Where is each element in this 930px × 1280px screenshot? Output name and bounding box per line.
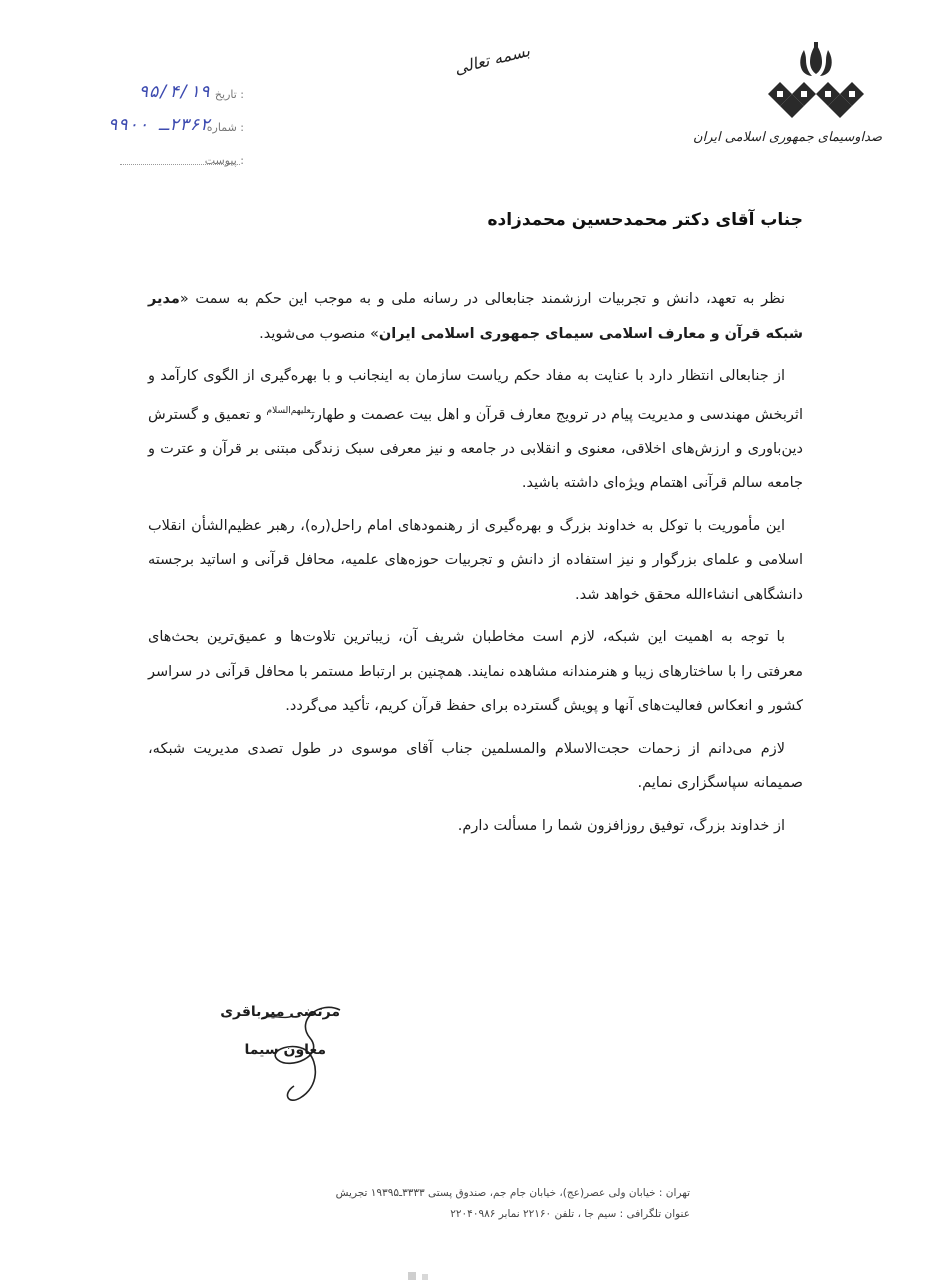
letter-body — [148, 282, 803, 851]
irib-logo — [693, 42, 882, 152]
attachment-dots — [120, 164, 240, 165]
signatory-name: مرتضی میرباقری — [220, 1004, 340, 1020]
date-value: ۹۵/۴/۱۹ — [138, 82, 210, 102]
letterhead-footer — [280, 1183, 690, 1225]
bismillah-text: بسمه تعالی — [452, 40, 532, 79]
footer-address: تهران : خیابان ولی عصر(عج)، خیابان جام جم، صندوق پستی ۳۳۳۳ـ۱۹۳۹۵ تجریش — [335, 1187, 690, 1199]
recipient: جناب آقای دکتر محمدحسین محمدزاده — [487, 210, 803, 230]
paragraph-6: از خداوند بزرگ، توفیق روزافزون شما را مسألت دارم. — [457, 817, 785, 834]
paragraph-3: این مأموریت با توکل به خداوند بزرگ و بهره‌گیری از رهنمودهای امام راحل(ره)، رهبر عظیم‌الشأن انقلاب اسلامی و علمای بزرگوار و نیز استفاده از دانش و تجربیات حوزه‌های علمیه، محافل قرآنی و اساتید برجسته دانشگاهی انشاءالله محقق خواهد شد. — [148, 517, 803, 603]
p2-end: و تعمیق و گسترش دین‌باوری و ارزش‌های اخلاقی، معنوی و انقلابی در جامعه و نیز معرفی سبک زندگی مبتنی بر قرآن و عترت و جامعه سالم قرآنی اهتمام ویژه‌ای داشته باشید. — [148, 406, 803, 492]
number-row — [70, 115, 330, 148]
letter-meta — [70, 82, 330, 181]
org-name: صداوسیمای جمهوری اسلامی ایران — [693, 130, 882, 145]
date-row — [70, 82, 330, 115]
paragraph-4: با توجه به اهمیت این شبکه، لازم است مخاطبان شریف آن، زیباترین تلاوت‌ها و عمیق‌ترین بحث‌های معرفتی را با ساختارهای زیبا و هنرمندانه مشاهده نمایند. همچنین بر ارتباط مستمر با محافل قرآنی در سراسر کشور و انعکاس فعالیت‌های آنها و پویش گسترده برای حفظ قرآن کریم، تأکید می‌گردد. — [148, 629, 803, 715]
number-value: ۲۳۶۲ـ ۹۹۰۰ — [107, 115, 210, 135]
number-label: : شماره — [206, 121, 244, 134]
date-label: : تاریخ — [214, 88, 244, 101]
irib-emblem-icon — [766, 42, 866, 124]
paragraph-2 — [148, 359, 803, 501]
signatory-title: معاون سیما — [244, 1042, 326, 1058]
p1-position-title: مدیر شبکه قرآن و معارف اسلامی سیمای جمهوری اسلامی ایران — [148, 291, 803, 342]
attachment-row — [70, 148, 330, 181]
p1-start: نظر به تعهد، دانش و تجربیات ارزشمند جنابعالی در رسانه ملی و به موجب این حکم به سمت « — [179, 291, 785, 307]
scan-artifact-icon — [404, 1268, 444, 1280]
footer-contact: عنوان تلگرافی : سیم جا ، تلفن ۲۲۱۶۰ نمابر ۲۲۰۴۰۹۸۶ — [450, 1208, 690, 1220]
paragraph-1 — [148, 282, 803, 351]
paragraph-5: لازم می‌دانم از زحمات حجت‌الاسلام والمسلمین جناب آقای موسوی در طول تصدی مدیریت شبکه، صمیمانه سپاسگزاری نمایم. — [148, 740, 803, 792]
p2-start: از جنابعالی انتظار دارد با عنایت به مفاد حکم ریاست سازمان به اینجانب و با بهره‌گیری از الگوی کارآمد و اثربخش مهندسی و مدیریت پیام در ترویج معارف قرآن و اهل بیت عصمت و طهارت — [148, 368, 803, 423]
signature-block — [200, 990, 360, 1110]
bismillah-heading — [452, 40, 532, 86]
p2-salutation: علیهم‌السلام — [266, 405, 311, 416]
p1-end: » منصوب می‌شوید. — [259, 325, 379, 342]
attachment-label: : پیوست — [204, 154, 244, 167]
